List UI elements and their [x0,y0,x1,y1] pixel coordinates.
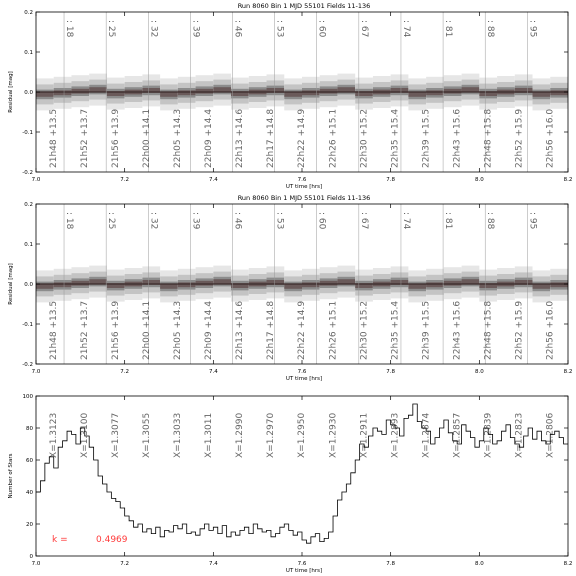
x-tick-label: 7.4 [208,369,218,375]
airmass-label: X=1.3055 [142,412,153,458]
heat-cell [89,279,107,284]
heat-cell [533,284,551,289]
heat-cell [160,92,178,97]
x-tick-label: 8.2 [563,177,573,183]
heat-cell [408,284,426,289]
field-label: : 25 [106,20,117,38]
field-label: : 60 [316,20,327,38]
time-label: 22h30 +15.2 [359,300,370,360]
field-label: : 39 [190,212,201,230]
time-label: 21h52 +13.7 [79,300,90,360]
time-label: 22h43 +15.6 [452,108,463,168]
airmass-label: X=1.2950 [297,412,308,458]
time-label: 22h22 +14.9 [297,300,308,360]
time-label: 22h00 +14.1 [142,300,153,360]
field-label: : 39 [190,20,201,38]
time-label: 22h13 +14.6 [235,108,246,168]
x-tick-label: 7.8 [386,369,396,375]
panel-1-xlabel: UT time [hrs] [285,184,323,190]
x-tick-label: 7.0 [31,561,41,567]
heat-cell [196,281,214,286]
panel-3-ylabel: Number of Stars [8,453,14,499]
panel-1-title: Run 8060 Bin 1 MJD 55101 Fields 11-136 [237,2,371,10]
time-label: 21h56 +13.9 [111,300,122,360]
heat-cell [426,282,444,287]
heat-cell [320,89,338,94]
star-count-panel [8,394,572,574]
y-tick-label: 0.0 [24,90,33,96]
time-label: 22h52 +15.9 [514,300,525,360]
time-label: 22h39 +15.5 [421,108,432,168]
panel-1-heatmap [36,74,568,111]
panel-3-xlabel: UT time [hrs] [285,568,323,574]
panel-2-xlabel: UT time [hrs] [285,376,323,382]
x-tick-label: 7.8 [386,177,396,183]
y-tick-label: 0.1 [24,242,33,248]
heat-cell [178,282,196,287]
time-label: 21h56 +13.9 [111,108,122,168]
airmass-label: X=1.2990 [235,412,246,458]
time-label: 22h09 +14.4 [204,108,215,168]
time-label: 22h05 +14.3 [173,108,184,168]
x-tick-label: 8.0 [474,561,484,567]
time-label: 22h48 +15.8 [483,108,494,168]
y-tick-label: 80 [26,426,33,432]
x-tick-label: 7.0 [31,177,41,183]
airmass-label: X=1.2806 [545,412,556,458]
y-tick-label: 0.0 [24,282,33,288]
panel-2-heatmap [36,266,568,303]
y-tick-label: 0.2 [24,202,33,208]
y-tick-label: 0.2 [24,10,33,16]
heat-cell [337,87,355,92]
field-label: : 95 [527,20,538,38]
time-label: 22h30 +15.2 [359,108,370,168]
x-tick-label: 7.2 [120,369,130,375]
time-label: 22h13 +14.6 [235,300,246,360]
heat-cell [213,87,231,92]
airmass-label: X=1.2857 [452,412,463,458]
time-label: 22h52 +15.9 [514,108,525,168]
time-label: 21h52 +13.7 [79,108,90,168]
y-tick-label: -0.2 [22,170,33,176]
residual-panel-2 [8,194,572,382]
y-tick-label: 0 [29,554,33,560]
airmass-label: X=1.3100 [79,412,90,458]
y-tick-label: 60 [26,458,33,464]
y-tick-label: 20 [26,522,33,528]
field-label: : 81 [443,20,454,38]
y-tick-label: 0.1 [24,50,33,56]
x-tick-label: 7.8 [386,561,396,567]
time-label: 22h43 +15.6 [452,300,463,360]
time-label: 22h35 +15.4 [390,300,401,360]
time-label: 22h00 +14.1 [142,108,153,168]
heat-cell [284,92,302,97]
field-label: : 53 [274,212,285,230]
airmass-label: X=1.2874 [421,412,432,458]
panel-2-title: Run 8060 Bin 1 MJD 55101 Fields 11-136 [237,194,371,202]
time-label: 22h22 +14.9 [297,108,308,168]
x-tick-label: 7.6 [297,561,307,567]
heat-cell [178,90,196,95]
heat-cell [337,279,355,284]
field-label: : 18 [64,212,75,230]
airmass-label: X=1.3033 [173,412,184,458]
airmass-label: X=1.2839 [483,412,494,458]
time-label: 22h17 +14.8 [266,300,277,360]
time-label: 22h35 +15.4 [390,108,401,168]
heat-cell [36,92,54,97]
heat-cell [196,89,214,94]
x-tick-label: 7.6 [297,177,307,183]
heat-cell [36,284,54,289]
field-label: : 88 [485,20,496,38]
x-tick-label: 8.2 [563,369,573,375]
time-label: 22h09 +14.4 [204,300,215,360]
field-label: : 67 [358,20,369,38]
airmass-label: X=1.3011 [204,412,215,458]
field-label: : 60 [316,212,327,230]
field-label: : 46 [232,212,243,230]
field-label: : 18 [64,20,75,38]
field-label: : 88 [485,212,496,230]
field-label: : 32 [148,20,159,38]
y-tick-label: -0.1 [22,322,33,328]
heat-cell [54,282,72,287]
time-label: 22h56 +16.0 [545,108,556,168]
heat-cell [533,92,551,97]
x-tick-label: 8.2 [563,561,573,567]
y-tick-label: 40 [26,490,33,496]
k-value: 0.4969 [96,535,128,545]
heat-cell [71,281,89,286]
heat-cell [302,90,320,95]
x-tick-label: 7.0 [31,369,41,375]
time-label: 21h48 +13.5 [48,300,59,360]
heat-cell [71,89,89,94]
heat-cell [462,87,480,92]
x-tick-label: 7.4 [208,561,218,567]
airmass-label: X=1.2970 [266,412,277,458]
x-tick-label: 8.0 [474,177,484,183]
field-label: : 46 [232,20,243,38]
time-label: 22h26 +15.1 [328,300,339,360]
heat-cell [54,90,72,95]
field-label: : 32 [148,212,159,230]
field-label: : 25 [106,212,117,230]
field-label: : 67 [358,212,369,230]
x-tick-label: 7.4 [208,177,218,183]
field-label: : 95 [527,212,538,230]
heat-cell [550,282,568,287]
field-label: : 74 [400,20,411,38]
heat-cell [284,284,302,289]
heat-cell [462,279,480,284]
heat-cell [160,284,178,289]
airmass-label: X=1.2930 [328,412,339,458]
y-tick-label: 100 [22,394,33,400]
heat-cell [408,92,426,97]
time-label: 22h39 +15.5 [421,300,432,360]
airmass-label: X=1.2893 [390,412,401,458]
airmass-label: X=1.2823 [514,412,525,458]
heat-cell [426,90,444,95]
k-label: k = [52,535,68,545]
x-tick-label: 7.6 [297,369,307,375]
heat-cell [444,281,462,286]
time-label: 21h48 +13.5 [48,108,59,168]
x-tick-label: 7.2 [120,177,130,183]
field-label: : 81 [443,212,454,230]
time-label: 22h26 +15.1 [328,108,339,168]
field-label: : 53 [274,20,285,38]
panel-2-ylabel: Residual [mag] [8,263,14,305]
airmass-label: X=1.3123 [48,412,59,458]
x-tick-label: 7.2 [120,561,130,567]
airmass-label: X=1.2911 [359,412,370,458]
airmass-labels [49,413,556,458]
y-tick-label: -0.1 [22,130,33,136]
residual-panel-1 [8,2,572,190]
time-label: 22h17 +14.8 [266,108,277,168]
y-tick-label: -0.2 [22,362,33,368]
time-label: 22h48 +15.8 [483,300,494,360]
heat-cell [89,87,107,92]
heat-cell [320,281,338,286]
heat-cell [550,90,568,95]
time-label: 22h05 +14.3 [173,300,184,360]
airmass-label: X=1.3077 [111,412,122,458]
field-label: : 74 [400,212,411,230]
x-tick-label: 8.0 [474,369,484,375]
heat-cell [444,89,462,94]
panel-1-ylabel: Residual [mag] [8,71,14,113]
heat-cell [302,282,320,287]
heat-cell [213,279,231,284]
time-label: 22h56 +16.0 [545,300,556,360]
